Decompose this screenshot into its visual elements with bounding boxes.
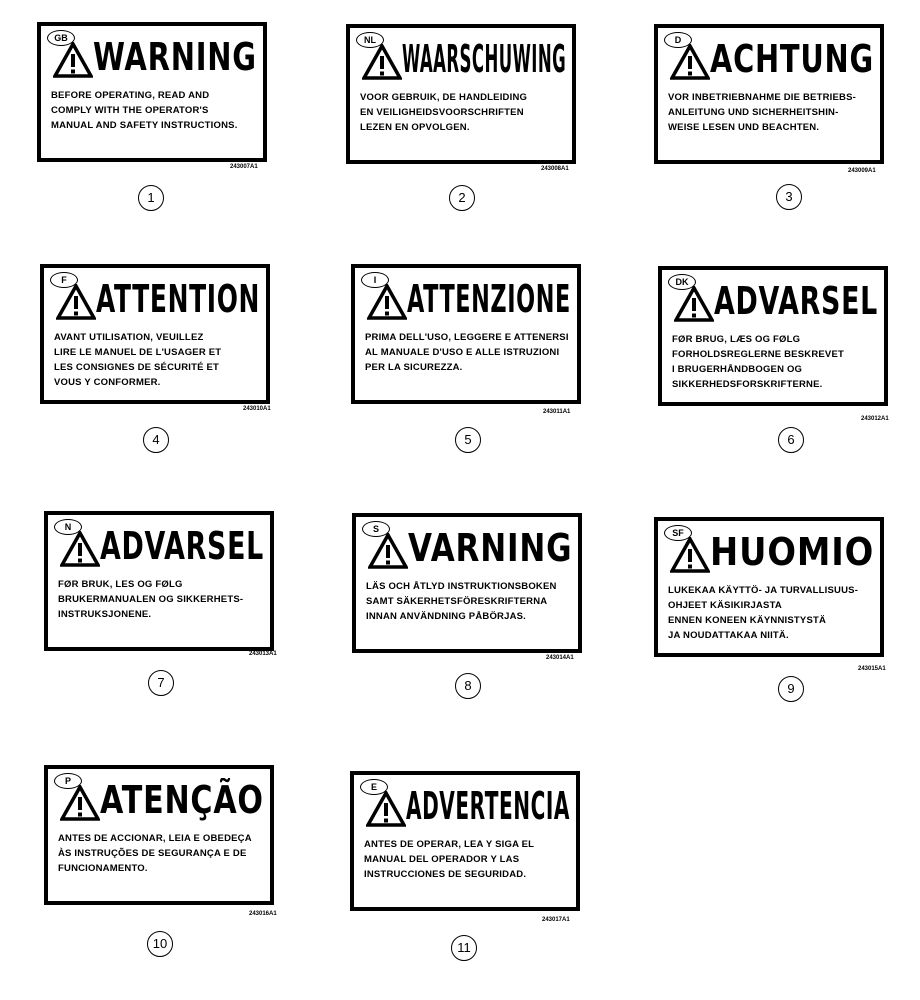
warning-label-dk: [658, 266, 888, 406]
callout-number: 2: [449, 185, 475, 211]
part-number: 243011A1: [543, 409, 571, 415]
part-number: 243007A1: [230, 164, 258, 170]
callout-number: 4: [143, 427, 169, 453]
warning-label-sf: [654, 517, 884, 657]
language-code: SF: [664, 525, 692, 541]
label-headline: ADVERTENCIA: [406, 784, 570, 828]
part-number: 243010A1: [243, 406, 271, 412]
part-number: 243015A1: [858, 666, 886, 672]
language-code: S: [362, 521, 390, 537]
label-headline: ATTENZIONE: [407, 277, 571, 321]
warning-triangle-icon: [60, 785, 100, 821]
callout-number: 8: [455, 673, 481, 699]
label-headline: ADVARSEL: [100, 524, 264, 568]
warning-label-n: [44, 511, 274, 651]
warning-triangle-icon: [670, 537, 710, 573]
label-instructions: LUKEKAA KÄYTTÖ- JA TURVALLISUUS- OHJEET KÄSIKIRJASTA ENNEN KONEEN KÄYNNISTYSTÄ JA NOUDATTAKAA NIITÄ.: [668, 585, 859, 641]
callout-number: 7: [148, 670, 174, 696]
part-number: 243012A1: [861, 416, 889, 422]
label-instructions: AVANT UTILISATION, VEUILLEZ LIRE LE MANUEL DE L'USAGER ET LES CONSIGNES DE SÉCURITÉ ET VOUS Y CONFORMER.: [54, 332, 222, 388]
callout-number: 5: [455, 427, 481, 453]
warning-triangle-icon: [362, 44, 402, 80]
label-instructions: FØR BRUK, LES OG FØLG BRUKERMANUALEN OG SIKKERHETS- INSTRUKSJONENE.: [58, 579, 244, 620]
part-number: 243016A1: [249, 911, 277, 917]
label-instructions: VOR INBETRIEBNAHME DIE BETRIEBS- ANLEITUNG UND SICHERHEITSHIN- WEISE LESEN UND BEACHTEN.: [668, 92, 856, 133]
label-instructions: LÄS OCH ÅTLYD INSTRUKTIONSBOKEN SAMT SÄKERHETSFÖRESKRIFTERNA INNAN ANVÄNDNING PÅBÖRJAS.: [366, 581, 557, 622]
label-headline: WAARSCHUWING: [402, 37, 567, 81]
warning-label-f: [40, 264, 270, 404]
warning-triangle-icon: [367, 284, 407, 320]
label-instructions: BEFORE OPERATING, READ AND COMPLY WITH THE OPERATOR'S MANUAL AND SAFETY INSTRUCTIONS.: [51, 90, 238, 131]
warning-triangle-icon: [670, 44, 710, 80]
callout-number: 9: [778, 676, 804, 702]
label-instructions: PRIMA DELL'USO, LEGGERE E ATTENERSI AL MANUALE D'USO E ALLE ISTRUZIONI PER LA SICUREZZA.: [365, 332, 569, 373]
language-code: P: [54, 773, 82, 789]
label-headline: ATTENTION: [96, 277, 261, 321]
callout-number: 3: [776, 184, 802, 210]
label-instructions: ANTES DE OPERAR, LEA Y SIGA EL MANUAL DEL OPERADOR Y LAS INSTRUCCIONES DE SEGURIDAD.: [364, 839, 535, 880]
language-code: NL: [356, 32, 384, 48]
part-number: 243008A1: [541, 166, 569, 172]
language-code: F: [50, 272, 78, 288]
language-code: I: [361, 272, 389, 288]
callout-number: 1: [138, 185, 164, 211]
part-number: 243009A1: [848, 168, 876, 174]
warning-label-gb: [37, 22, 267, 162]
warning-triangle-icon: [53, 42, 93, 78]
label-headline: ACHTUNG: [710, 37, 874, 81]
language-code: E: [360, 779, 388, 795]
label-headline: ADVARSEL: [714, 279, 878, 323]
warning-label-d: [654, 24, 884, 164]
label-instructions: FØR BRUG, LÆS OG FØLG FORHOLDSREGLERNE BESKREVET I BRUGERHÅNDBOGEN OG SIKKERHEDSFORSKRIFTERNE.: [672, 334, 844, 390]
language-code: N: [54, 519, 82, 535]
language-code: GB: [47, 30, 75, 46]
warning-label-e: [350, 771, 580, 911]
callout-number: 10: [147, 931, 173, 957]
label-headline: ATENÇÃO: [100, 778, 264, 822]
callout-number: 11: [451, 935, 477, 961]
warning-triangle-icon: [366, 791, 406, 827]
language-code: D: [664, 32, 692, 48]
warning-triangle-icon: [56, 284, 96, 320]
callout-number: 6: [778, 427, 804, 453]
part-number: 243014A1: [546, 655, 574, 661]
warning-triangle-icon: [368, 533, 408, 569]
label-headline: HUOMIO: [710, 530, 875, 574]
warning-label-nl: [346, 24, 576, 164]
language-code: DK: [668, 274, 696, 290]
part-number: 243017A1: [542, 917, 570, 923]
part-number: 243013A1: [249, 651, 277, 657]
label-headline: VARNING: [408, 526, 573, 570]
warning-label-i: [351, 264, 581, 404]
label-instructions: ANTES DE ACCIONAR, LEIA E OBEDEÇA ÀS INSTRUÇÕES DE SEGURANÇA E DE FUNCIONAMENTO.: [58, 833, 252, 874]
label-headline: WARNING: [93, 35, 257, 79]
label-instructions: VOOR GEBRUIK, DE HANDLEIDING EN VEILIGHEIDSVOORSCHRIFTEN LEZEN EN OPVOLGEN.: [360, 92, 528, 133]
warning-triangle-icon: [60, 531, 100, 567]
warning-label-s: [352, 513, 582, 653]
warning-triangle-icon: [674, 286, 714, 322]
warning-label-p: [44, 765, 274, 905]
